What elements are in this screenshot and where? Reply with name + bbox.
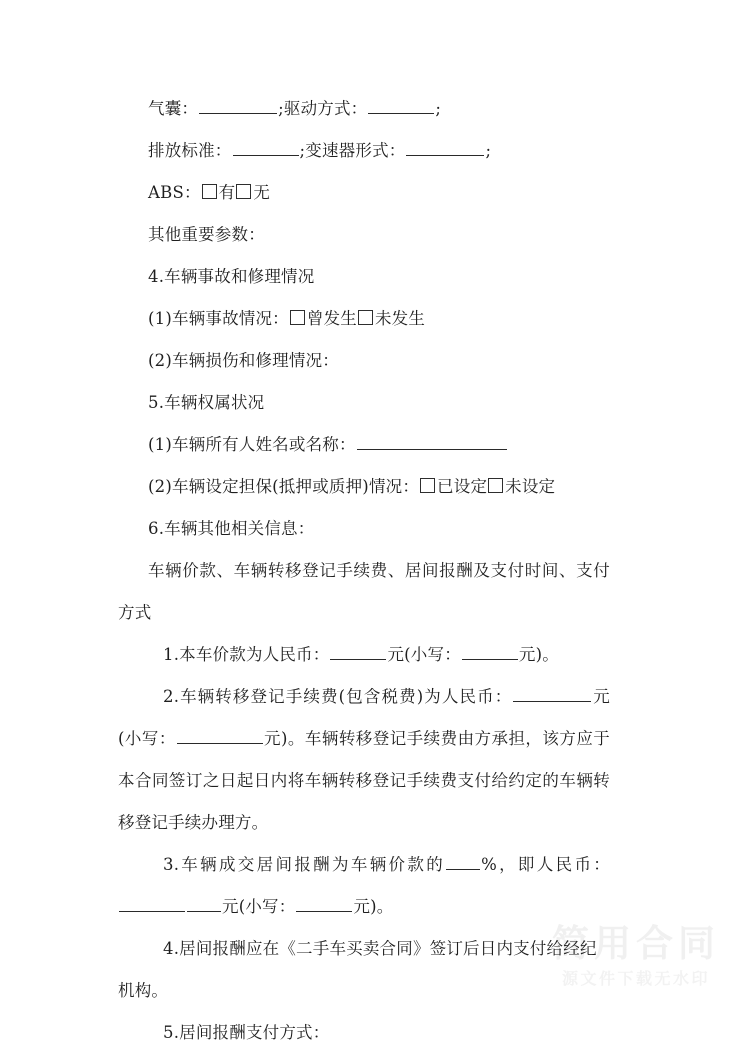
document-body <box>118 88 610 1054</box>
clause-1-mid: 元(小写： <box>387 645 461 664</box>
clause-1-amount-lowercase-blank[interactable] <box>462 642 518 660</box>
line-other-parameters: 其他重要参数： <box>148 225 265 244</box>
clause-2-transfer-fee <box>118 676 610 844</box>
clause-2-amount-lowercase-blank[interactable] <box>177 726 263 744</box>
transmission-separator: ; <box>485 141 492 160</box>
watermark-sub-text: 源文件下载无水印 <box>561 969 710 988</box>
clause-2-amount-uppercase-blank[interactable] <box>513 684 591 702</box>
heading-section-5: 5.车辆权属状况 <box>148 393 265 412</box>
clause-3-amount-lowercase-blank[interactable] <box>296 894 352 912</box>
clause-3-mid2: 元(小写： <box>222 897 296 916</box>
checkbox-abs-yes[interactable] <box>202 184 217 199</box>
transmission-type-blank[interactable] <box>406 138 484 156</box>
paragraph-section-6-description: 车辆价款、车辆转移登记手续费、居间报酬及支付时间、支付方式 <box>118 561 610 622</box>
checkbox-abs-no[interactable] <box>236 184 251 199</box>
clause-3-suffix: 元)。 <box>353 897 394 916</box>
watermark-main-text: 简用合同 <box>552 922 720 966</box>
guarantee-not-set-label: 未设定 <box>505 477 556 496</box>
clause-1-prefix: 1.本车价款为人民币： <box>163 645 330 664</box>
owner-name-blank[interactable] <box>357 432 507 450</box>
abs-no-label: 无 <box>253 183 271 202</box>
clause-5-payment-method: 5.居间报酬支付方式： <box>163 1023 330 1042</box>
clause-3-mid: %，即人民币： <box>481 855 610 874</box>
checkbox-guarantee-not-set[interactable] <box>488 478 503 493</box>
accident-not-occurred-label: 未发生 <box>374 309 426 328</box>
accident-occurred-label: 曾发生 <box>306 309 357 328</box>
line-damage-repair: (2)车辆损伤和修理情况： <box>148 351 339 370</box>
clause-3-percentage-blank[interactable] <box>446 852 480 870</box>
drive-type-separator: ; <box>435 99 442 118</box>
drive-type-blank[interactable] <box>368 96 434 114</box>
clause-3-amount-uppercase-blank[interactable] <box>119 894 185 912</box>
abs-yes-label: 有 <box>218 183 236 202</box>
heading-section-6: 6.车辆其他相关信息： <box>148 519 315 538</box>
airbag-label: 气囊： <box>148 99 199 118</box>
emission-standard-blank[interactable] <box>233 138 299 156</box>
drive-type-label: 驱动方式： <box>283 99 368 118</box>
clause-1-amount-uppercase-blank[interactable] <box>330 642 386 660</box>
clause-2-after-blank: 元)。车辆转移登记手续费由方承担，该方应于本合同签订之日起日内将车辆转移登记手续费支付给约定的车辆转移登记手续办理方。 <box>118 729 610 832</box>
airbag-separator: ; <box>278 99 284 118</box>
clause-3-brokerage-fee <box>118 844 610 928</box>
clause-3-prefix: 3.车辆成交居间报酬为车辆价款的 <box>163 855 446 874</box>
emission-standard-label: 排放标准： <box>148 141 232 160</box>
clause-1-vehicle-price <box>118 634 610 676</box>
line-owner-name <box>118 424 610 466</box>
accident-status-label: (1)车辆事故情况： <box>148 309 289 328</box>
line-accident-status <box>118 298 610 340</box>
clause-3-amount-uppercase-blank-cont[interactable] <box>187 894 221 912</box>
emission-separator: ; <box>299 141 306 160</box>
clause-4-payment-deadline: 4.居间报酬应在《二手车买卖合同》签订后日内支付给经纪机构。 <box>118 939 597 1000</box>
owner-name-label: (1)车辆所有人姓名或名称： <box>148 435 356 454</box>
clause-2-mid: 元(小写： <box>118 687 610 748</box>
checkbox-accident-not-occurred[interactable] <box>358 310 373 325</box>
abs-label: ABS： <box>148 183 201 202</box>
airbag-blank[interactable] <box>199 96 277 114</box>
guarantee-set-label: 已设定 <box>437 477 488 496</box>
line-airbag-drive <box>118 88 610 130</box>
line-emission-transmission <box>118 130 610 172</box>
line-abs <box>118 172 610 214</box>
heading-section-4: 4.车辆事故和修理情况 <box>148 267 315 286</box>
guarantee-status-label: (2)车辆设定担保(抵押或质押)情况： <box>148 477 420 496</box>
clause-1-suffix: 元)。 <box>518 645 559 664</box>
transmission-type-label: 变速器形式： <box>305 141 406 160</box>
checkbox-guarantee-set[interactable] <box>420 478 435 493</box>
line-guarantee-status <box>118 466 610 508</box>
checkbox-accident-occurred[interactable] <box>290 310 305 325</box>
clause-2-prefix: 2.车辆转移登记手续费(包含税费)为人民币： <box>163 687 513 706</box>
